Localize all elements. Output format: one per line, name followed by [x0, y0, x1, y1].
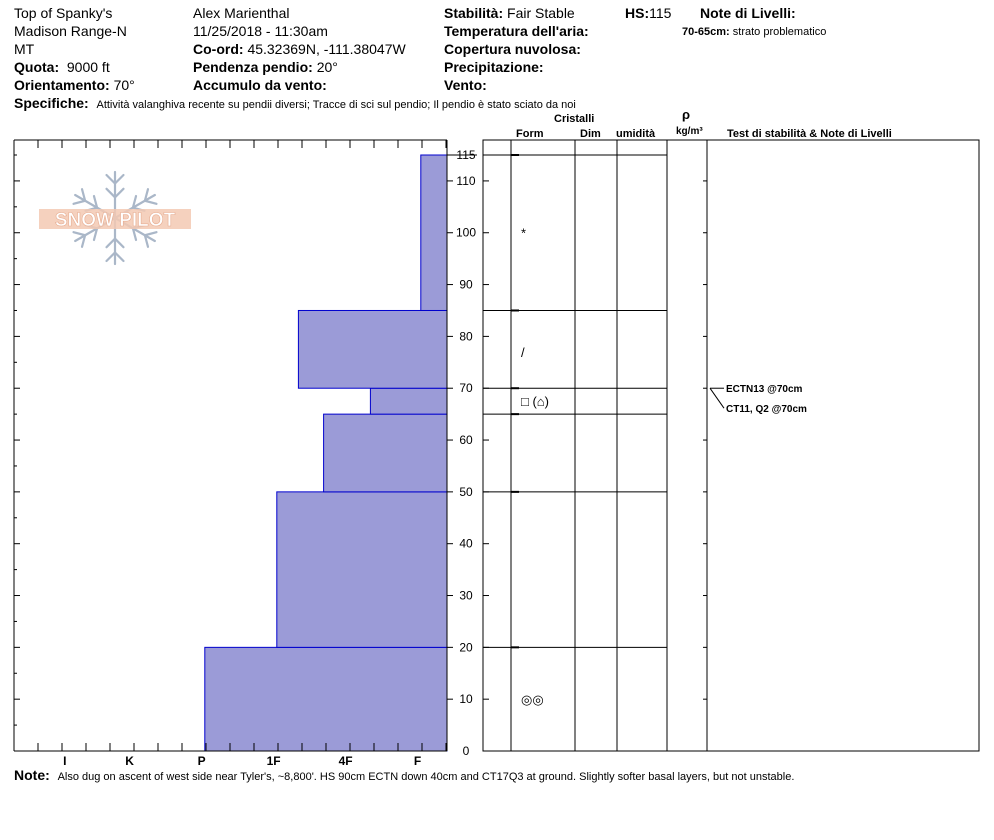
hardness-label: K — [125, 754, 134, 768]
state-name: MT — [14, 41, 35, 57]
depth-tick-label: 110 — [456, 173, 476, 188]
snowflake-branch — [107, 189, 115, 197]
grain-form-symbol: ◎◎ — [521, 692, 544, 708]
note-text: Also dug on ascent of west side near Tyler's, ~8,800'. HS 90cm ECTN down 40cm and CT17Q3 at ground. Slightly softer basal layers, but not unstable. — [57, 771, 795, 783]
hs-label: HS: — [625, 5, 650, 21]
snowflake-branch — [145, 201, 157, 204]
aspect-value: 70° — [113, 77, 135, 93]
footer-note — [14, 767, 794, 785]
elevation-value: 9000 ft — [66, 59, 110, 75]
layer-note-range: 70-65cm: — [682, 26, 730, 38]
depth-tick-label: 20 — [459, 640, 473, 655]
hardness-label: P — [197, 754, 206, 768]
layer-notes-label: Note di Livelli: — [700, 5, 796, 21]
snowflake-branch — [74, 232, 86, 235]
stability-label: Stabilità: — [444, 5, 504, 21]
test-pointer — [710, 388, 724, 408]
depth-tick-label: 115 — [456, 148, 476, 162]
note-label: Note: — [14, 767, 50, 783]
cloud-cover-label: Copertura nuvolosa: — [444, 41, 581, 57]
stability-test-label: CT11, Q2 @70cm — [726, 404, 807, 416]
moisture-header: umidità — [616, 128, 656, 140]
snowflake-branch — [115, 239, 123, 247]
snowflake-branch — [145, 232, 157, 235]
depth-tick-label: 60 — [459, 433, 473, 448]
range-name: Madison Range-N — [14, 23, 127, 39]
observation-datetime: 11/25/2018 - 11:30am — [193, 23, 328, 39]
slope-label: Pendenza pendio: — [193, 59, 313, 75]
snowflake-branch — [115, 189, 123, 197]
depth-tick-label: 0 — [462, 744, 470, 758]
hardness-bar — [205, 647, 447, 751]
snowflake-branch — [107, 239, 115, 247]
hardness-bar — [324, 414, 447, 492]
tests-header: Test di stabilità & Note di Livelli — [727, 128, 892, 140]
coord-label: Co-ord: — [193, 41, 244, 57]
grain-form-symbol: * — [521, 225, 527, 241]
grain-form-symbol: / — [521, 344, 525, 360]
snowflake-branch — [115, 175, 123, 183]
grain-form-symbol: □ (⌂) — [521, 394, 549, 410]
aspect-label: Orientamento: — [14, 77, 110, 93]
hardness-label: 1F — [266, 754, 281, 768]
form-header: Form — [516, 128, 544, 140]
hardness-label: I — [63, 754, 67, 768]
snowflake-branch — [115, 253, 123, 261]
specifics-text: Attività valanghiva recente su pendii diversi; Tracce di sci sul pendio; Il pendio è stato sciato da noi — [96, 99, 576, 111]
snowflake-branch — [74, 201, 86, 204]
observer-name: Alex Marienthal — [193, 5, 290, 21]
density-symbol: ρ — [682, 107, 691, 122]
hs-value: 115 — [649, 5, 672, 21]
air-temp-label: Temperatura dell'aria: — [444, 23, 589, 39]
depth-tick-label: 100 — [455, 225, 477, 240]
snowflake-branch — [107, 175, 115, 183]
size-header: Dim — [580, 128, 601, 140]
hardness-bar — [277, 492, 447, 647]
stability-test-label: ECTN13 @70cm — [726, 384, 803, 396]
elevation-label: Quota: — [14, 59, 60, 75]
depth-tick-label: 30 — [459, 588, 473, 603]
density-unit: kg/m³ — [676, 126, 703, 137]
depth-tick-label: 90 — [459, 277, 473, 292]
specifics-label: Specifiche: — [14, 95, 89, 111]
depth-tick-label: 70 — [459, 381, 473, 396]
snowflake-branch — [107, 253, 115, 261]
precipitation-label: Precipitazione: — [444, 59, 544, 75]
wind-label: Vento: — [444, 77, 487, 93]
slope-value: 20° — [316, 59, 338, 75]
right-panel-frame — [483, 140, 979, 751]
hardness-label: 4F — [338, 754, 353, 768]
hardness-bar — [421, 155, 447, 310]
coord-value: 45.32369N, -111.38047W — [247, 41, 406, 57]
crystals-header: Cristalli — [554, 113, 595, 125]
hardness-bar — [298, 310, 447, 388]
hardness-label: F — [413, 754, 422, 768]
hardness-bar — [370, 388, 447, 414]
location-name: Top of Spanky's — [14, 5, 113, 21]
snowpilot-logo — [39, 172, 191, 264]
depth-tick-label: 50 — [459, 484, 473, 499]
depth-tick-label: 10 — [459, 692, 473, 707]
logo-text: SNOW PILOT — [54, 210, 176, 231]
depth-tick-label: 80 — [459, 329, 473, 344]
layer-note-text: strato problematico — [732, 26, 827, 38]
wind-loading-label: Accumulo da vento: — [193, 77, 327, 93]
stability-value: Fair Stable — [507, 5, 575, 21]
depth-tick-label: 40 — [459, 536, 473, 551]
